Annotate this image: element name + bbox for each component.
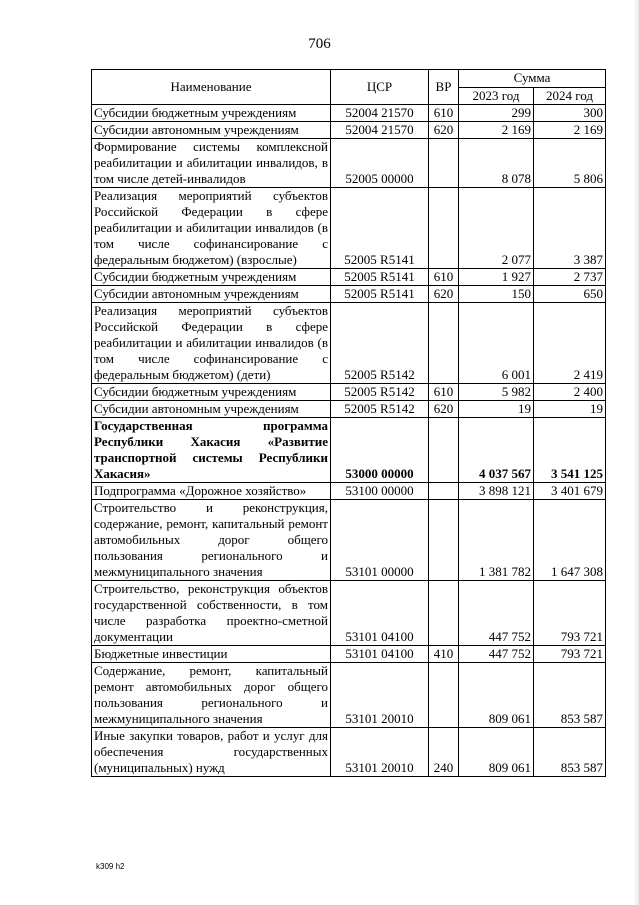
row-vr [429, 483, 459, 500]
row-sum-2024: 2 169 [534, 122, 606, 139]
row-csr: 53000 00000 [331, 418, 429, 483]
row-sum-2023: 447 752 [459, 646, 534, 663]
row-vr [429, 581, 459, 646]
row-csr: 52005 R5141 [331, 269, 429, 286]
row-sum-2024: 5 806 [534, 139, 606, 188]
row-name: Субсидии автономным учреждениям [92, 122, 331, 139]
page-number: 706 [308, 36, 331, 52]
row-csr: 53101 00000 [331, 500, 429, 581]
row-name: Реализация мероприятий субъектов Российской Федерации в сфере реабилитации и абилитации инвалидов (в том числе софинансирование с федеральным бюджетом) (взрослые) [92, 188, 331, 269]
row-name: Строительство и реконструкция, содержание, ремонт, капитальный ремонт автомобильных дорог общего пользования регионального и межмуниципального значения [92, 500, 331, 581]
budget-table [91, 69, 606, 777]
row-name: Подпрограмма «Дорожное хозяйство» [92, 483, 331, 500]
row-sum-2024: 1 647 308 [534, 500, 606, 581]
row-sum-2024: 3 401 679 [534, 483, 606, 500]
row-vr: 410 [429, 646, 459, 663]
row-csr: 52005 R5141 [331, 188, 429, 269]
header-sum: Сумма [459, 70, 606, 88]
row-vr: 610 [429, 384, 459, 401]
row-csr: 52005 R5142 [331, 401, 429, 418]
row-name: Государственная программа Республики Хакасия «Развитие транспортной системы Республики Хакасия» [92, 418, 331, 483]
row-name: Субсидии автономным учреждениям [92, 286, 331, 303]
row-sum-2023: 4 037 567 [459, 418, 534, 483]
row-csr: 52004 21570 [331, 105, 429, 122]
table-row [92, 303, 606, 384]
row-sum-2024: 3 541 125 [534, 418, 606, 483]
table-row [92, 105, 606, 122]
row-name: Бюджетные инвестиции [92, 646, 331, 663]
table-row [92, 663, 606, 728]
row-sum-2024: 2 419 [534, 303, 606, 384]
table-row [92, 139, 606, 188]
row-sum-2023: 299 [459, 105, 534, 122]
row-sum-2024: 793 721 [534, 581, 606, 646]
row-vr: 620 [429, 401, 459, 418]
row-sum-2023: 8 078 [459, 139, 534, 188]
row-name: Субсидии бюджетным учреждениям [92, 269, 331, 286]
row-vr: 620 [429, 122, 459, 139]
row-csr: 53101 20010 [331, 728, 429, 777]
row-sum-2024: 650 [534, 286, 606, 303]
row-name: Иные закупки товаров, работ и услуг для обеспечения государственных (муниципальных) нужд [92, 728, 331, 777]
row-sum-2023: 447 752 [459, 581, 534, 646]
row-csr: 52005 00000 [331, 139, 429, 188]
row-sum-2023: 19 [459, 401, 534, 418]
row-sum-2023: 1 927 [459, 269, 534, 286]
header-year-2024: 2024 год [534, 87, 606, 105]
row-sum-2023: 2 169 [459, 122, 534, 139]
table-row [92, 646, 606, 663]
table-row [92, 384, 606, 401]
row-vr [429, 663, 459, 728]
table-row [92, 122, 606, 139]
row-vr [429, 188, 459, 269]
row-name: Субсидии автономным учреждениям [92, 401, 331, 418]
row-csr: 53101 04100 [331, 646, 429, 663]
row-vr: 610 [429, 269, 459, 286]
row-sum-2024: 3 387 [534, 188, 606, 269]
row-sum-2023: 809 061 [459, 728, 534, 777]
row-name: Строительство, реконструкция объектов государственной собственности, в том числе разработка проектно-сметной документации [92, 581, 331, 646]
row-sum-2024: 793 721 [534, 646, 606, 663]
footer-code: k309 h2 [96, 862, 125, 871]
row-sum-2024: 2 400 [534, 384, 606, 401]
table-row [92, 483, 606, 500]
row-name: Субсидии бюджетным учреждениям [92, 105, 331, 122]
table-row [92, 500, 606, 581]
table-row [92, 269, 606, 286]
row-sum-2024: 2 737 [534, 269, 606, 286]
row-sum-2023: 809 061 [459, 663, 534, 728]
row-csr: 52005 R5141 [331, 286, 429, 303]
row-csr: 52005 R5142 [331, 303, 429, 384]
row-vr [429, 139, 459, 188]
table-row [92, 581, 606, 646]
row-csr: 53101 20010 [331, 663, 429, 728]
row-sum-2023: 150 [459, 286, 534, 303]
row-vr: 610 [429, 105, 459, 122]
row-sum-2023: 3 898 121 [459, 483, 534, 500]
row-vr: 620 [429, 286, 459, 303]
table-row [92, 188, 606, 269]
row-name: Субсидии бюджетным учреждениям [92, 384, 331, 401]
table-header-row [92, 70, 606, 88]
header-name: Наименование [92, 70, 331, 105]
row-name: Содержание, ремонт, капитальный ремонт автомобильных дорог общего пользования регионального и межмуниципального значения [92, 663, 331, 728]
row-name: Формирование системы комплексной реабилитации и абилитации инвалидов, в том числе детей-инвалидов [92, 139, 331, 188]
table-row [92, 401, 606, 418]
row-sum-2024: 853 587 [534, 728, 606, 777]
header-year-2023: 2023 год [459, 87, 534, 105]
header-vr: ВР [429, 70, 459, 105]
row-vr: 240 [429, 728, 459, 777]
row-csr: 53100 00000 [331, 483, 429, 500]
row-sum-2023: 1 381 782 [459, 500, 534, 581]
row-sum-2023: 2 077 [459, 188, 534, 269]
row-sum-2024: 853 587 [534, 663, 606, 728]
row-csr: 52004 21570 [331, 122, 429, 139]
row-sum-2024: 19 [534, 401, 606, 418]
table-row [92, 418, 606, 483]
row-vr [429, 418, 459, 483]
header-csr: ЦСР [331, 70, 429, 105]
row-sum-2023: 5 982 [459, 384, 534, 401]
row-name: Реализация мероприятий субъектов Российской Федерации в сфере реабилитации и абилитации инвалидов (в том числе софинансирование с федеральным бюджетом) (дети) [92, 303, 331, 384]
row-csr: 52005 R5142 [331, 384, 429, 401]
row-vr [429, 500, 459, 581]
table-row [92, 286, 606, 303]
row-sum-2023: 6 001 [459, 303, 534, 384]
row-sum-2024: 300 [534, 105, 606, 122]
row-vr [429, 303, 459, 384]
scan-edge [633, 0, 639, 905]
row-csr: 53101 04100 [331, 581, 429, 646]
table-row [92, 728, 606, 777]
